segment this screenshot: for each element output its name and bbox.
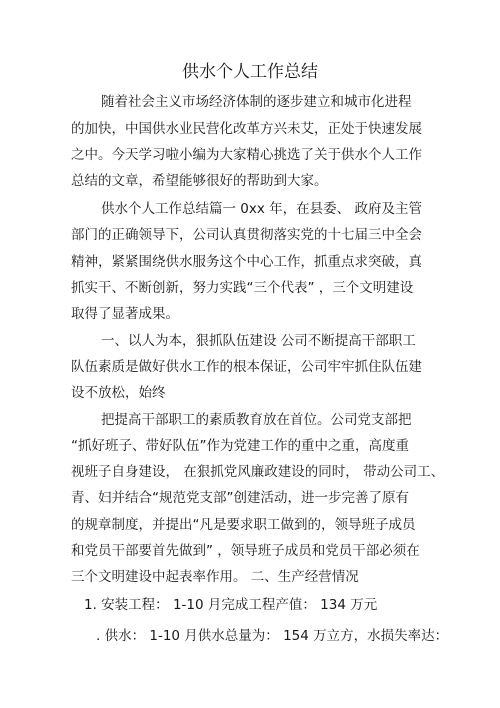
- paragraph-line-11: 队伍素质是做好供水工作的根本保证，公司牢牢抓住队伍建: [71, 359, 422, 375]
- paragraph-line-3: 之中。今天学习啦小编为大家精心挑选了关于供水个人工作: [71, 147, 422, 163]
- paragraph-line-19: 三个文明建设中起表率作用。 二、生产经营情况: [71, 569, 359, 585]
- paragraph-line-6: 部门的正确领导下，公司认真贯彻落实党的十七届三中全会: [71, 227, 422, 243]
- paragraph-line-20: 1. 安装工程： 1-10 月完成工程产值： 134 万元: [84, 597, 378, 613]
- paragraph-line-18: 和党员干部要首先做到” ，领导班子成员和党员干部必须在: [71, 543, 420, 559]
- paragraph-line-13: 把提高干部职工的素质教育放在首位。公司党支部把: [101, 412, 412, 428]
- paragraph-line-5: 供水个人工作总结篇一 0xx 年，在县委、 政府及主管: [101, 201, 422, 217]
- paragraph-line-14: “抓好班子、带好队伍”作为党建工作的重中之重，高度重: [71, 438, 409, 454]
- paragraph-line-2: 的加快，中国供水业民营化改革方兴未艾，正处于快速发展: [71, 121, 422, 137]
- paragraph-line-12: 设不放松，始终: [71, 385, 166, 401]
- paragraph-line-4: 总结的文章，希望能够很好的帮助到大家。: [71, 173, 328, 189]
- document-title: 供水个人工作总结: [182, 62, 318, 82]
- paragraph-line-15: 视班子自身建设， 在狠抓党风廉政建设的同时， 带动公司工、: [71, 464, 445, 480]
- paragraph-line-9: 取得了显著成果。: [71, 306, 179, 322]
- paragraph-line-21: . 供水： 1-10 月供水总量为： 154 万立方，水损失率达：: [96, 628, 449, 644]
- paragraph-line-1: 随着社会主义市场经济体制的逐步建立和城市化进程: [101, 94, 412, 110]
- paragraph-line-16: 青、妇并结合“规范党支部”创建活动，进一步完善了原有: [71, 490, 409, 506]
- paragraph-line-10: 一、以人为本，狠抓队伍建设 公司不断提高干部职工: [101, 333, 416, 349]
- paragraph-line-8: 抓实干、不断创新，努力实践“三个代表” ，三个文明建设: [71, 280, 414, 296]
- paragraph-line-7: 精神，紧紧围绕供水服务这个中心工作，抓重点求突破，真: [71, 254, 422, 270]
- paragraph-line-17: 的规章制度，并提出“凡是要求职工做到的，领导班子成员: [71, 517, 416, 533]
